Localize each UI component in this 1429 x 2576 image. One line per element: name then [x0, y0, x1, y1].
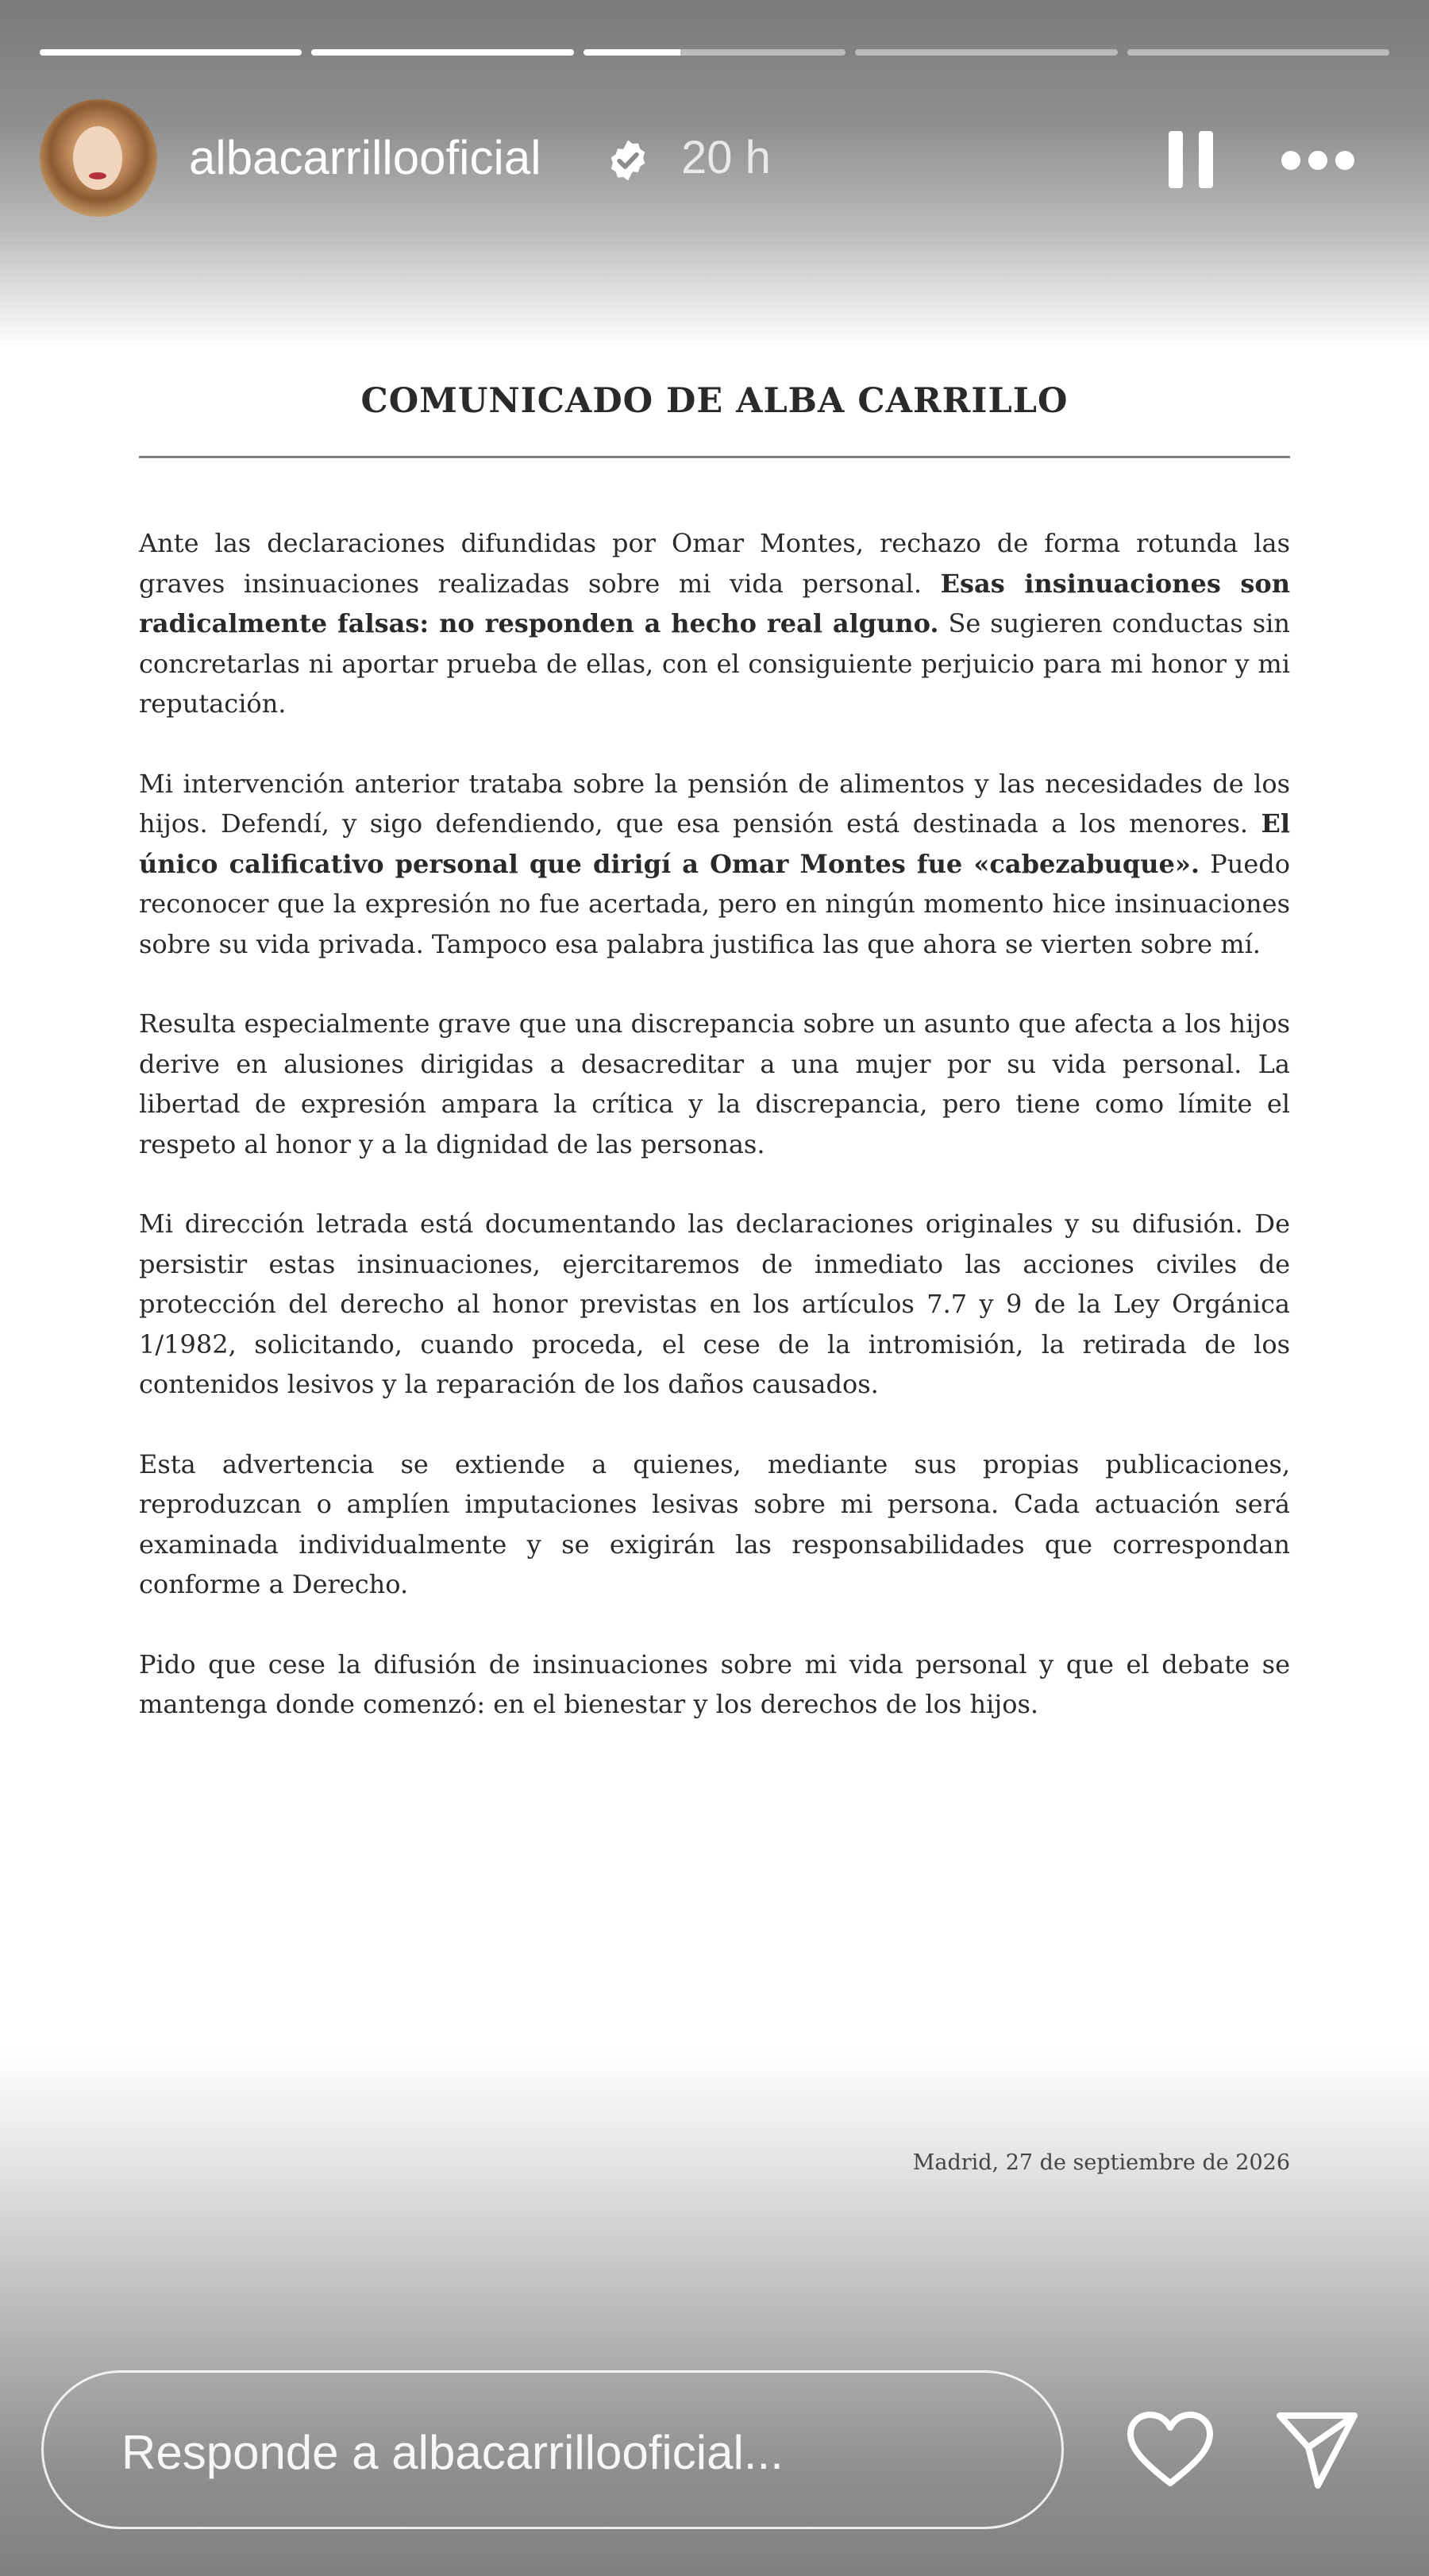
- document-paragraph: [139, 1645, 1290, 1725]
- progress-segment-fill: [584, 49, 680, 56]
- avatar[interactable]: [40, 99, 157, 217]
- reply-input[interactable]: [121, 2422, 1034, 2482]
- document-paragraph: [139, 1004, 1290, 1164]
- document-title: COMUNICADO DE ALBA CARRILLO: [360, 381, 1069, 421]
- progress-segment: [855, 49, 1117, 56]
- avatar-lips: [89, 172, 106, 179]
- document-signature: Madrid, 27 de septiembre de 2026: [912, 2150, 1290, 2175]
- emphasized-text: El único calificativo personal que dirigí a Omar Montes fue «cabezabuque».: [139, 808, 1290, 879]
- progress-segment: [1127, 49, 1389, 56]
- avatar-face: [73, 126, 122, 190]
- story-header: [40, 99, 1389, 218]
- story-progress-bar: [40, 49, 1389, 56]
- document-paragraph: [139, 1444, 1290, 1605]
- document-paragraph: [139, 523, 1290, 724]
- heart-icon[interactable]: [1126, 2410, 1215, 2489]
- document-body: [139, 523, 1290, 1725]
- send-icon[interactable]: [1273, 2406, 1361, 2493]
- emphasized-text: Esas insinuaciones son radicalmente falsas: no responden a hecho real alguno.: [139, 568, 1291, 638]
- verified-badge-icon: [605, 137, 651, 183]
- paragraph-text: Ante las declaraciones difundidas por Omar Montes, rechazo de forma rotunda las graves insinuaciones realizadas sobre mi vida personal.: [139, 528, 1290, 599]
- progress-segment-fill: [40, 49, 302, 56]
- progress-segment-fill: [311, 49, 573, 56]
- post-time: 20 h: [681, 132, 771, 183]
- paragraph-text: Mi intervención anterior trataba sobre la pensión de alimentos y las necesidades de los hijos. Defendí, y sigo defendiendo, que esa pensión está destinada a los menores.: [139, 768, 1290, 839]
- document-paragraph: [139, 764, 1290, 965]
- progress-segment: [40, 49, 302, 56]
- title-divider: [139, 456, 1290, 458]
- paragraph-text: Mi dirección letrada está documentando las declaraciones originales y su difusión. De persistir estas insinuaciones, ejercitaremos de inmediato las acciones civiles de protección del derecho al honor previstas en los artículos 7.7 y 9 de la Ley Orgánica 1/1982, solicitando, cuando proceda, el cese de la intromisión, la retirada de los contenidos lesivos y la reparación de los daños causados.: [139, 1209, 1290, 1399]
- paragraph-text: Puedo reconocer que la expresión no fue acertada, pero en ningún momento hice insinuaciones sobre su vida privada. Tampoco esa palabra justifica las que ahora se vierten sobre mí.: [139, 848, 1291, 959]
- reply-box[interactable]: [41, 2370, 1064, 2529]
- progress-segment: [584, 49, 845, 56]
- pause-icon[interactable]: [1165, 129, 1216, 190]
- username[interactable]: albacarrillooficial: [189, 131, 541, 184]
- paragraph-text: Resulta especialmente grave que una discrepancia sobre un asunto que afecta a los hijos derive en alusiones dirigidas a desacreditar a una mujer por su vida personal. La libertad de expresión ampara la crítica y la discrepancia, pero tiene como límite el respeto al honor y a la dignidad de las personas.: [139, 1008, 1290, 1159]
- statement-document: [139, 373, 1290, 1764]
- more-options-icon[interactable]: [1278, 141, 1358, 180]
- document-paragraph: [139, 1204, 1290, 1405]
- paragraph-text: Pido que cese la difusión de insinuaciones sobre mi vida personal y que el debate se mantenga donde comenzó: en el bienestar y los derechos de los hijos.: [139, 1649, 1290, 1719]
- paragraph-text: Se sugieren conductas sin concretarlas ni aportar prueba de ellas, con el consiguiente perjuicio para mi honor y mi reputación.: [139, 608, 1291, 719]
- progress-segment: [311, 49, 573, 56]
- paragraph-text: Esta advertencia se extiende a quienes, mediante sus propias publicaciones, reproduzcan o amplíen imputaciones lesivas sobre mi persona. Cada actuación será examinada individualmente y se exigirán las responsabilidades que correspondan conforme a Derecho.: [139, 1448, 1290, 1599]
